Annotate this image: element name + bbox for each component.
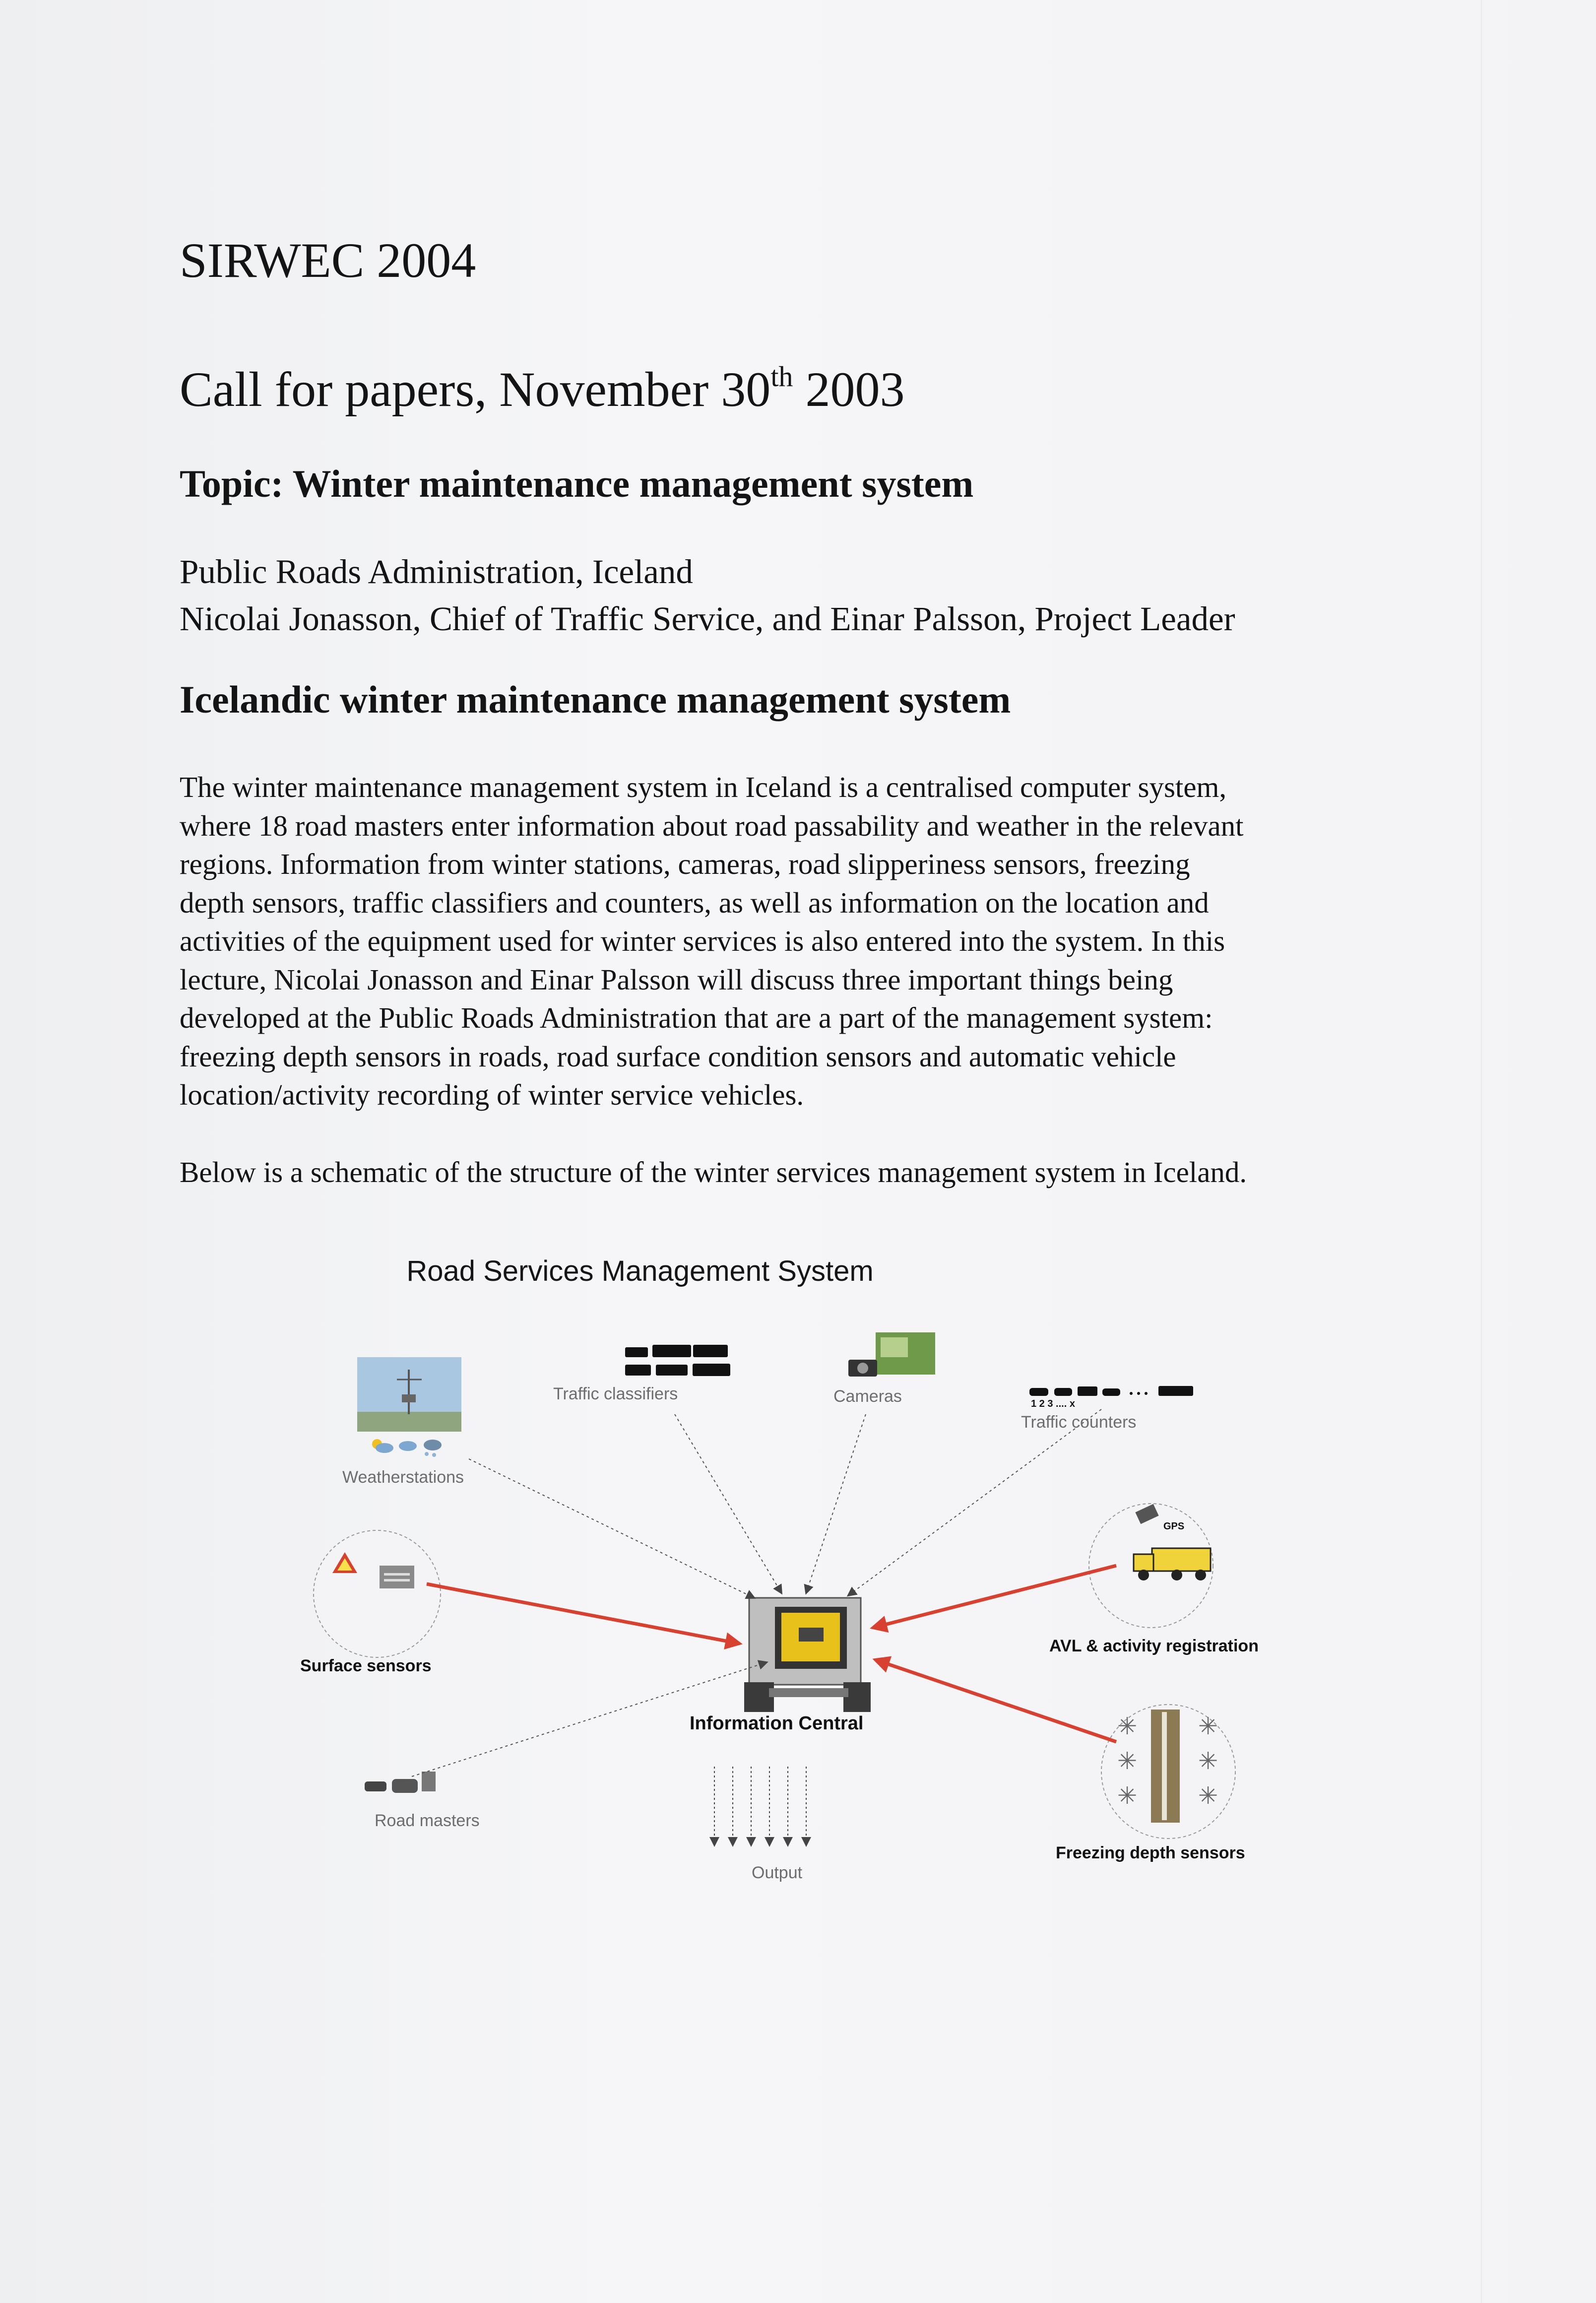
- weather-stations-label: Weatherstations: [342, 1468, 464, 1487]
- avl-label: AVL & activity registration: [1049, 1637, 1259, 1655]
- avl-circle: [1089, 1504, 1213, 1628]
- abstract-line: freezing depth sensors in roads, road surface condition sensors and automatic vehicle: [180, 1040, 1176, 1073]
- svg-text:✳: ✳: [1117, 1747, 1138, 1775]
- topic-heading: Topic: Winter maintenance management system: [180, 462, 974, 505]
- counter-numbers: 1 2 3 .... x: [1031, 1398, 1075, 1409]
- cameras-label: Cameras: [833, 1387, 902, 1406]
- output-arrows: [714, 1767, 806, 1845]
- author-block: [180, 548, 1235, 643]
- traffic-counters-label: Traffic counters: [1021, 1413, 1137, 1432]
- call-year: 2003: [793, 362, 905, 417]
- traffic-counters-icon: [1029, 1386, 1193, 1396]
- organization: Public Roads Administration, Iceland: [180, 553, 693, 591]
- road-masters-icon: [365, 1772, 436, 1793]
- conference-title: SIRWEC 2004: [180, 233, 476, 288]
- svg-text:✳: ✳: [1198, 1747, 1218, 1775]
- abstract-line: The winter maintenance management system in Iceland is a centralised computer system,: [180, 771, 1227, 803]
- svg-text:✳: ✳: [1198, 1782, 1218, 1810]
- traffic-classifiers-icon: [625, 1345, 730, 1376]
- schematic-intro: Below is a schematic of the structure of the winter services management system in Iceland.: [180, 1156, 1247, 1188]
- call-prefix: Call for papers, November 30: [180, 362, 771, 417]
- abstract-line: location/activity recording of winter service vehicles.: [180, 1078, 804, 1111]
- abstract-line: activities of the equipment used for winter services is also entered into the system. In this: [180, 924, 1225, 957]
- call-suffix: th: [770, 360, 793, 393]
- gps-label: GPS: [1163, 1521, 1185, 1532]
- call-for-papers: [180, 360, 904, 419]
- surface-sensors-circle: [314, 1530, 441, 1657]
- surface-sensors-label: Surface sensors: [300, 1656, 432, 1675]
- svg-text:✳: ✳: [1117, 1782, 1138, 1810]
- schematic-diagram: [278, 1246, 1459, 1925]
- weather-station-image: [357, 1357, 461, 1432]
- information-central-computer: [744, 1598, 871, 1712]
- authors: Nicolai Jonasson, Chief of Traffic Service, and Einar Palsson, Project Leader: [180, 600, 1235, 638]
- cameras-image: [848, 1332, 935, 1377]
- abstract-line: lecture, Nicolai Jonasson and Einar Palsson will discuss three important things being: [180, 963, 1173, 996]
- freezing-depth-circle: [1101, 1705, 1235, 1839]
- svg-text:✳: ✳: [1117, 1712, 1138, 1740]
- abstract-line: regions. Information from winter stations, cameras, road slipperiness sensors, freezing: [180, 848, 1190, 880]
- traffic-classifiers-label: Traffic classifiers: [553, 1384, 678, 1403]
- information-central-label: Information Central: [690, 1713, 864, 1734]
- abstract-line: where 18 road masters enter information about road passability and weather in the relevant: [180, 809, 1244, 842]
- weather-symbols-icon: [372, 1439, 442, 1457]
- abstract-line: developed at the Public Roads Administration that are a part of the management system:: [180, 1001, 1213, 1034]
- svg-text:✳: ✳: [1198, 1712, 1218, 1740]
- output-label: Output: [752, 1863, 803, 1882]
- abstract-line: depth sensors, traffic classifiers and counters, as well as information on the location and: [180, 886, 1209, 919]
- road-masters-label: Road masters: [375, 1811, 480, 1830]
- abstract-paragraph: [180, 768, 1430, 1115]
- page-fold: [1481, 0, 1482, 2303]
- section-heading: Icelandic winter maintenance management system: [180, 678, 1011, 721]
- freezing-depth-label: Freezing depth sensors: [1056, 1843, 1245, 1862]
- diagram-title: Road Services Management System: [406, 1255, 874, 1287]
